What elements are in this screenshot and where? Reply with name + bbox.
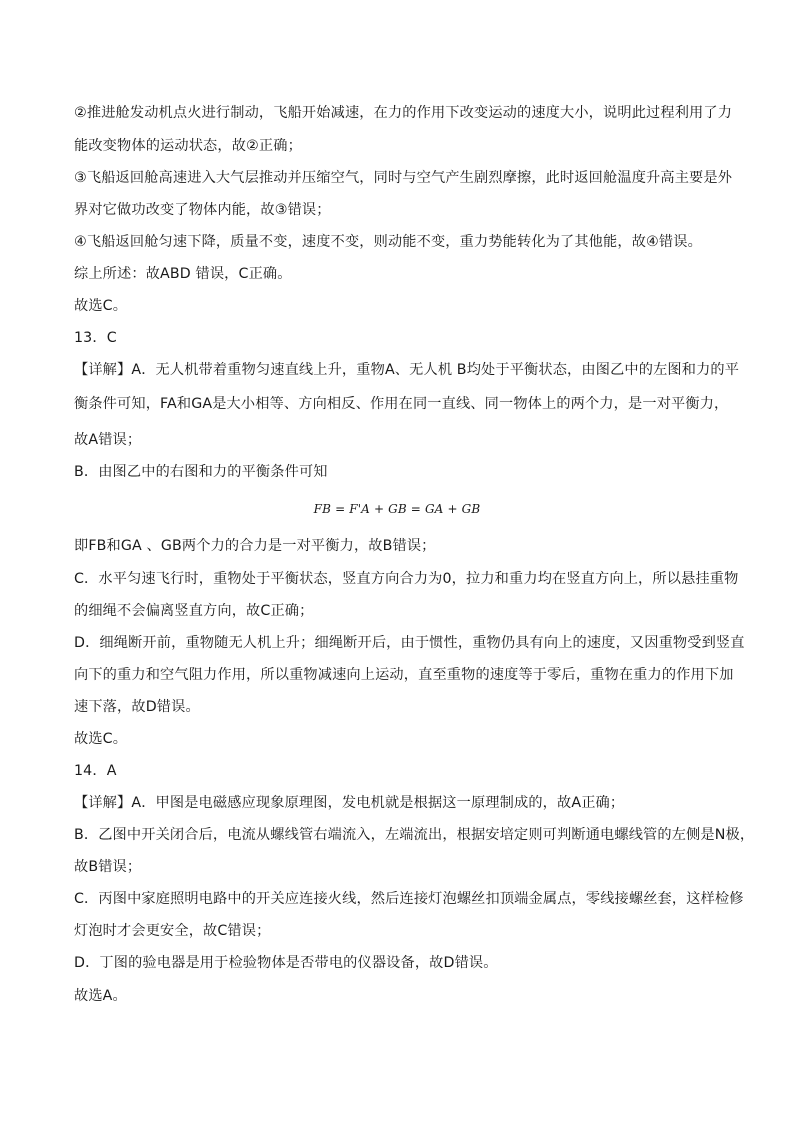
text-line: 衡条件可知，FA和GA是大小相等、方向相反、作用在同一直线、同一物体上的两个力，是一对平衡力， [74, 396, 729, 412]
text-line: 即FB和GA 、GB两个力的合力是一对平衡力，故B错误； [74, 538, 436, 554]
text-line: 灯泡时才会更安全，故C错误； [74, 923, 271, 939]
text-line: ④飞船返回舱匀速下降，质量不变，速度不变，则动能不变，重力势能转化为了其他能，故④错误。 [74, 234, 702, 250]
text-line: B．乙图中开关闭合后，电流从螺线管右端流入，左端流出，根据安培定则可判断通电螺线管的左侧是N极， [74, 827, 755, 843]
text-line: 能改变物体的运动状态，故②正确； [74, 138, 302, 154]
text-line: ②推进舱发动机点火进行制动，飞船开始减速，在力的作用下改变运动的速度大小，说明此过程利用了力 [74, 105, 733, 121]
text-line: 故A错误； [74, 432, 142, 448]
text-line: B．由图乙中的右图和力的平衡条件可知 [74, 464, 328, 480]
text-line: D．细绳断开前，重物随无人机上升；细绳断开后，由于惯性，重物仍具有向上的速度，又因重物受到竖直 [74, 635, 745, 651]
text-line: C．丙图中家庭照明电路中的开关应连接火线，然后连接灯泡螺丝扣顶端金属点，零线接螺丝套，这样检修 [74, 891, 744, 907]
text-line: D．丁图的验电器是用于检验物体是否带电的仪器设备，故D错误。 [74, 955, 498, 971]
formula: FB = F'A + GB = GA + GB [313, 502, 481, 516]
text-line: 故选C。 [74, 731, 128, 747]
text-line: 故B错误； [74, 859, 142, 875]
text-line: 界对它做功改变了物体内能，故③错误； [74, 202, 331, 218]
text-line: 【详解】A．无人机带着重物匀速直线上升，重物A、无人机 B均处于平衡状态，由图乙中的左图和力的平 [74, 362, 740, 378]
text-line: 向下的重力和空气阻力作用，所以重物减速向上运动，直至重物的速度等于零后，重物在重力的作用下加 [74, 667, 734, 683]
text-line: 的细绳不会偏离竖直方向，故C正确； [74, 603, 314, 619]
text-line: 故选A。 [74, 988, 127, 1004]
question-number: 13．C [74, 330, 117, 346]
text-line: 综上所述：故ABD 错误，C正确。 [74, 266, 292, 282]
text-line: 故选C。 [74, 298, 128, 314]
text-line: C．水平匀速飞行时，重物处于平衡状态，竖直方向合力为0，拉力和重力均在竖直方向上，所以悬挂重物 [74, 571, 739, 587]
text-line: 速下落，故D错误。 [74, 699, 200, 715]
question-number: 14．A [74, 763, 117, 779]
text-line: 【详解】A．甲图是电磁感应现象原理图，发电机就是根据这一原理制成的，故A正确； [74, 795, 625, 811]
text-line: ③飞船返回舱高速进入大气层推动并压缩空气，同时与空气产生剧烈摩擦，此时返回舱温度升高主要是外 [74, 170, 733, 186]
